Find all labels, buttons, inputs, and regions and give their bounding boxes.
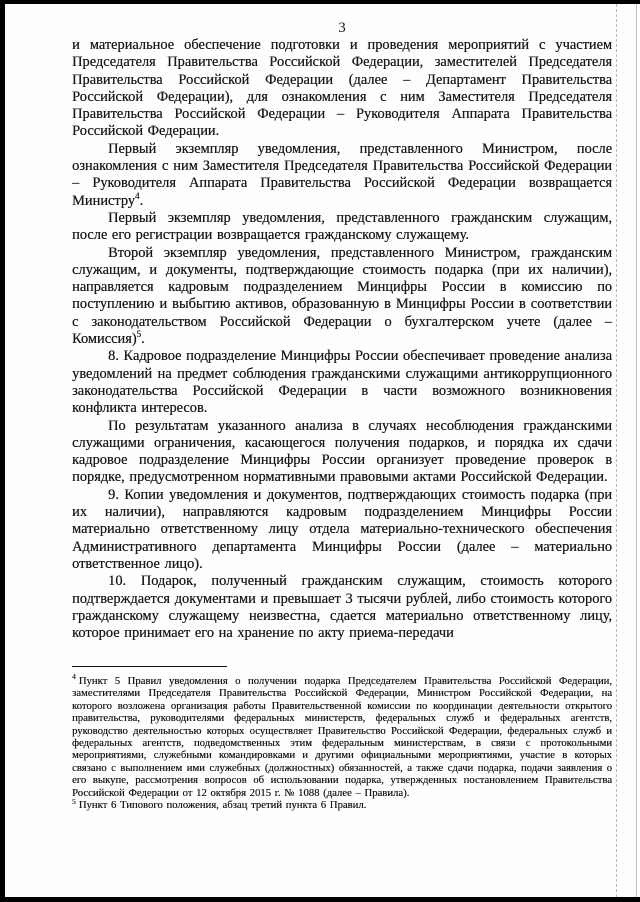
paragraph-text: и материальное обеспечение подготовки и проведения мероприятий с участием Председателя Правительства Российской Федерации, заместителей Председателя Правительства Российской Федерации (далее – Департамент Правительства Российской Федерации), для ознакомления с ним Заместителя Председателя Правительства Российской Федерации – Руководителя Аппарата Правительства Российской Федерации. (72, 37, 612, 140)
paragraph-text-after: . (141, 331, 145, 348)
footnote-text: Пункт 6 Типового положения, абзац третий пункта 6 Правил. (78, 799, 367, 812)
scan-border-bottom (0, 897, 640, 902)
footnote-reference: 5 (136, 329, 141, 340)
footnote (72, 672, 612, 799)
paragraph-text: 9. Копии уведомления и документов, подтверждающих стоимость подарка (при их наличии), направляются кадровым подразделением Минцифры России материально ответственному лицу отдела материально-технического обеспечения Административного департамента Минцифры России (далее – материально ответственное лицо). (72, 486, 612, 572)
body-paragraph (72, 418, 612, 487)
body-paragraph (72, 573, 612, 642)
scan-border-top (0, 0, 640, 4)
footnote-marker: 5 (72, 796, 76, 806)
paragraph-text: 10. Подарок, полученный гражданским служащим, стоимость которого подтверждается документами и превышает 3 тысячи рублей, либо стоимость которого гражданскому служащему неизвестна, сдается материально ответственному лицу, которое принимает его на хранение по акту приема-передачи (72, 573, 612, 642)
document-body (72, 37, 612, 642)
page-number: 3 (338, 20, 346, 36)
footnote-marker: 4 (72, 672, 76, 682)
paragraph-text: Первый экземпляр уведомления, представленного Министром, после ознакомления с ним Заместителя Председателя Правительства Российской Федерации – Руководителя Аппарата Правительства Российской Федерации возвращается Министру (72, 140, 612, 209)
body-paragraph (72, 245, 612, 349)
paragraph-text: Второй экземпляр уведомления, представленного Министром, гражданским служащим, и документы, подтверждающие стоимость подарка (при их наличии), направляется кадровым подразделением Минцифры России в комиссию по поступлению и выбытию активов, образованную в Минцифры России в соответствии с законодательством Российской Федерации о бухгалтерском учете (далее – Комиссия) (72, 244, 612, 348)
paragraph-text: 8. Кадровое подразделение Минцифры России обеспечивает проведение анализа уведомлений на предмет соблюдения гражданскими служащими антикоррупционного законодательства Российской Федерации в части возможного возникновения конфликта интересов. (72, 348, 612, 417)
footnote-separator (72, 666, 227, 667)
scan-border-left (0, 0, 5, 902)
footnote (72, 796, 612, 812)
paragraph-text: По результатам указанного анализа в случаях несоблюдения гражданскими служащими ограничения, касающегося получения подарков, и порядка их сдачи кадровое подразделение Минцифры России организует проведение проверок в порядке, предусмотренном нормативными правовыми актами Российской Федерации. (72, 417, 612, 486)
body-paragraph (72, 141, 612, 210)
footnote-text: Пункт 5 Правил уведомления о получении подарка Председателем Правительства Российской Федерации, заместителями Председателя Правительства Российской Федерации, Министром Российской Федерации, на которого возложена организация работы Правительственной комиссии по координации деятельности открытого правительства, руководителями федеральных министерств, федеральных служб и федеральных агентств, руководство деятельностью которых осуществляет Правительство Российской Федерации, федеральных служб и федеральных агентств, подведомственных этим федеральным министерствам, в связи с протокольными мероприятиями, служебными командировками и другими официальными мероприятиями, участие в которых связано с выполнением ими служебных (должностных) обязанностей, а также сдачи подарка, подачи заявления о его выкупе, рассмотрения вопросов об использовании подарка, утвержденных постановлением Правительства Российской Федерации от 12 октября 2015 г. № 1088 (далее – Правила). (72, 675, 612, 799)
paragraph-text-after: . (139, 192, 144, 209)
footnote-reference: 4 (134, 190, 140, 201)
body-paragraph (72, 487, 612, 573)
scan-artifact-dashed-line (616, 4, 617, 897)
body-paragraph (72, 210, 612, 245)
scan-artifact-solid-line (636, 4, 637, 897)
body-paragraph (72, 37, 612, 141)
paragraph-text: Первый экземпляр уведомления, представленного гражданским служащим, после его регистрации возвращается гражданскому служащему. (72, 209, 612, 244)
body-paragraph (72, 348, 612, 417)
footnotes-section (72, 666, 612, 811)
